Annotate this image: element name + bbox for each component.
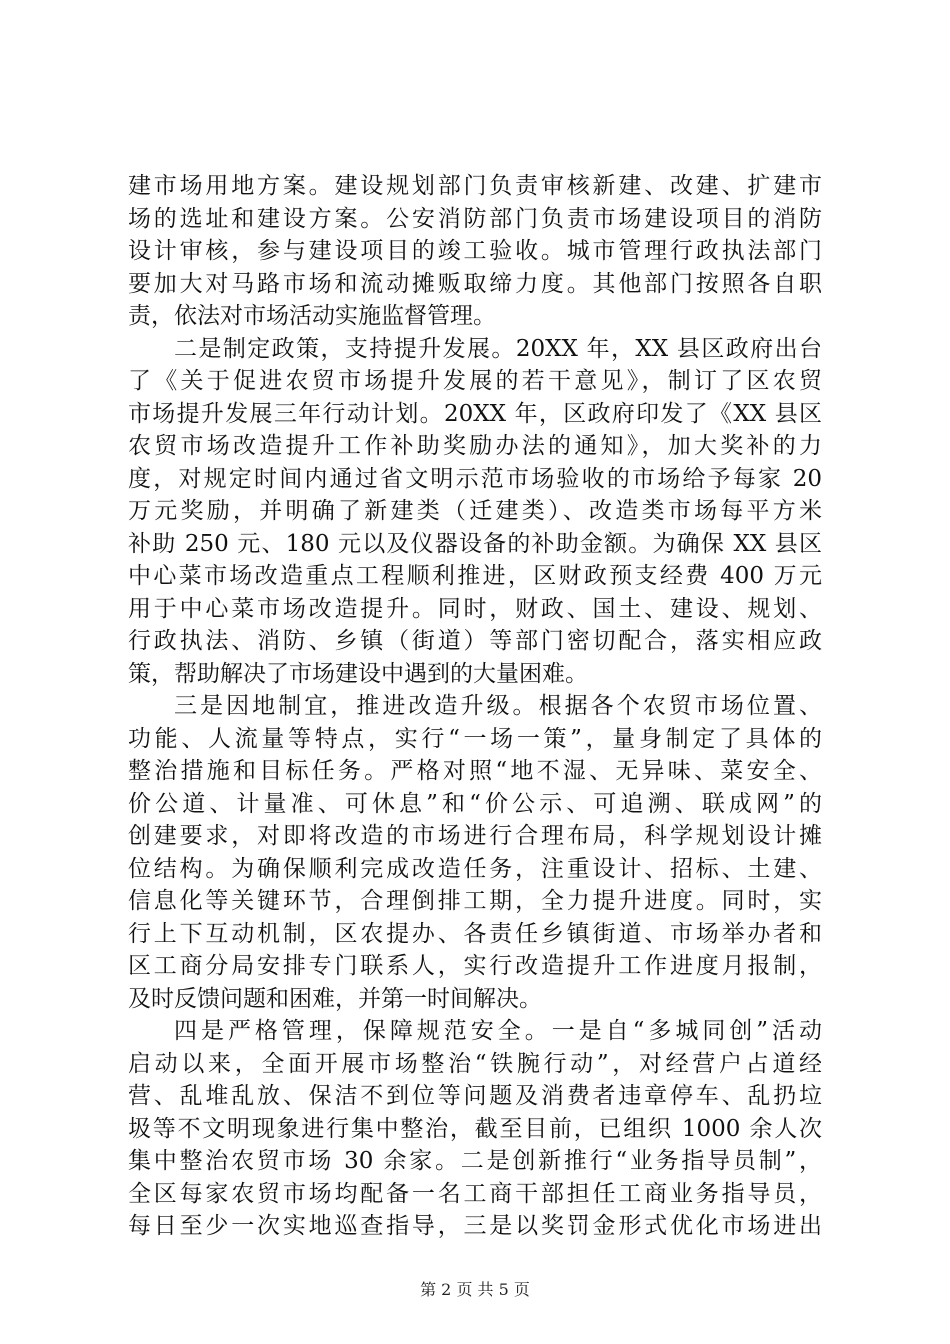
page-footer: 第 2 页 共 5 页	[420, 1280, 530, 1299]
text-line: 全区每家农贸市场均配备一名工商干部担任工商业务指导员，	[128, 1180, 822, 1207]
text-line: 用于中心菜市场改造提升。同时，财政、国土、建设、规划、	[128, 595, 822, 622]
text-line: 圾等不文明现象进行集中整治，截至目前，已组织 1000 余人次	[128, 1115, 822, 1142]
text-line: 及时反馈问题和困难，并第一时间解决。	[128, 985, 542, 1012]
text-line: 四是严格管理，保障规范安全。一是自“多城同创”活动	[174, 1018, 822, 1044]
text-line: 责，依法对市场活动实施监督管理。	[128, 303, 496, 329]
text-line: 创建要求，对即将改造的市场进行合理布局，科学规划设计摊	[128, 823, 822, 849]
text-line: 位结构。为确保顺利完成改造任务，注重设计、招标、土建、	[128, 855, 822, 882]
text-line: 每日至少一次实地巡查指导，三是以奖罚金形式优化市场进出	[128, 1213, 822, 1239]
text-line: 策，帮助解决了市场建设中遇到的大量困难。	[128, 660, 588, 687]
text-line: 农贸市场改造提升工作补助奖励办法的通知》，加大奖补的力	[128, 433, 822, 459]
document-body	[128, 170, 822, 1243]
text-line: 度，对规定时间内通过省文明示范市场验收的市场给予每家 20	[128, 465, 822, 492]
text-line: 建市场用地方案。建设规划部门负责审核新建、改建、扩建市	[128, 173, 822, 199]
text-line: 市场提升发展三年行动计划。20XX 年，区政府印发了《XX 县区	[128, 400, 822, 427]
text-line: 信息化等关键环节，合理倒排工期，全力提升进度。同时，实	[128, 888, 822, 914]
text-line: 整治措施和目标任务。严格对照“地不湿、无异味、菜安全、	[128, 758, 822, 784]
text-line: 要加大对马路市场和流动摊贩取缔力度。其他部门按照各自职	[128, 270, 822, 297]
text-line: 设计审核，参与建设项目的竣工验收。城市管理行政执法部门	[128, 238, 822, 264]
text-line: 三是因地制宜，推进改造升级。根据各个农贸市场位置、	[174, 693, 822, 719]
text-line: 补助 250 元、180 元以及仪器设备的补助金额。为确保 XX 县区	[128, 530, 822, 557]
text-line: 区工商分局安排专门联系人，实行改造提升工作进度月报制，	[128, 953, 822, 979]
text-line: 了《关于促进农贸市场提升发展的若干意见》，制订了区农贸	[128, 368, 822, 394]
text-line: 价公道、计量准、可休息”和“价公示、可追溯、联成网”的	[128, 790, 822, 817]
text-line: 营、乱堆乱放、保洁不到位等问题及消费者违章停车、乱扔垃	[128, 1083, 822, 1109]
text-line: 中心菜市场改造重点工程顺利推进，区财政预支经费 400 万元	[128, 563, 822, 589]
text-line: 启动以来，全面开展市场整治“铁腕行动”，对经营户占道经	[128, 1050, 822, 1077]
text-line: 功能、人流量等特点，实行“一场一策”，量身制定了具体的	[128, 725, 822, 752]
text-line: 万元奖励，并明确了新建类（迁建类）、改造类市场每平方米	[128, 498, 822, 524]
text-line: 二是制定政策，支持提升发展。20XX 年，XX 县区政府出台	[174, 335, 822, 362]
text-line: 集中整治农贸市场 30 余家。二是创新推行“业务指导员制”，	[128, 1148, 822, 1174]
text-line: 行政执法、消防、乡镇（街道）等部门密切配合，落实相应政	[128, 628, 822, 654]
text-line: 场的选址和建设方案。公安消防部门负责市场建设项目的消防	[128, 205, 822, 232]
text-line: 行上下互动机制，区农提办、各责任乡镇街道、市场举办者和	[128, 920, 822, 947]
